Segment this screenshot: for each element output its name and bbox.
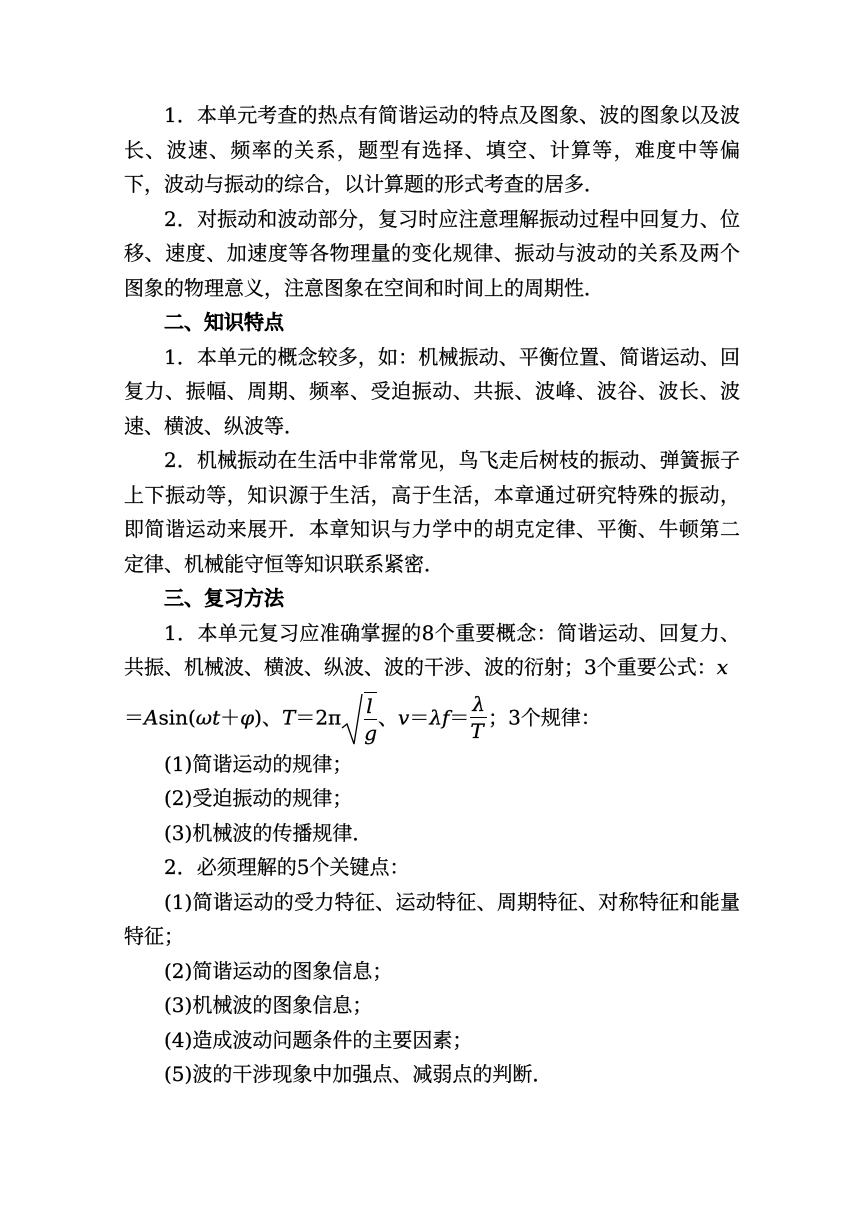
formula-omega-t: ωt bbox=[195, 705, 221, 729]
formula-x: x bbox=[716, 655, 729, 679]
key-point-item: (3)机械波的图象信息； bbox=[164, 993, 373, 1017]
document-page bbox=[124, 98, 740, 1092]
method-paragraph-1 bbox=[124, 616, 740, 685]
formula-sin: sin( bbox=[158, 705, 196, 729]
key-point-item: (1)简谐运动的受力特征、运动特征、周期特征、对称特征和能量特征； bbox=[124, 889, 740, 948]
key-point-item: (2)简谐运动的图象信息； bbox=[164, 958, 393, 983]
formula-equals-2: ＝ bbox=[409, 705, 430, 729]
formula-frequency: f bbox=[442, 705, 450, 729]
method-paragraph-2: 2．必须理解的5个关键点： bbox=[164, 855, 410, 879]
formula-lambda-numerator: λ bbox=[472, 691, 486, 716]
key-point-item: (5)波的干涉现象中加强点、减弱点的判断． bbox=[164, 1062, 553, 1086]
formula-period-denominator: T bbox=[470, 718, 484, 743]
rule-item: (1)简谐运动的规律； bbox=[164, 751, 353, 776]
formula-separator: 、 bbox=[378, 705, 399, 729]
formula-gravity: g bbox=[364, 720, 378, 745]
knowledge-paragraph-1: 1．本单元的概念较多，如：机械振动、平衡位置、简谐运动、回复力、振幅、周期、频率、受迫振动、共振、波峰、波谷、波长、波速、横波、纵波等． bbox=[124, 344, 740, 438]
formula-tail-text: ；3个规律： bbox=[488, 705, 601, 729]
intro-paragraph-1: 1．本单元考查的热点有简谐运动的特点及图象、波的图象以及波长、波速、频率的关系，题型有选择、填空、计算等，难度中等偏下，波动与振动的综合，以计算题的形式考查的居多． bbox=[124, 103, 740, 196]
section-heading-method: 三、复习方法 bbox=[164, 586, 284, 610]
formula-phi: φ bbox=[240, 705, 255, 729]
key-point-item: (4)造成波动问题条件的主要因素； bbox=[164, 1027, 473, 1052]
rule-item: (2)受迫振动的规律； bbox=[164, 786, 353, 810]
formula-two-pi: ＝2π bbox=[295, 705, 342, 729]
method-paragraph-1-text: 1．本单元复习应准确掌握的8个重要概念：简谐运动、回复力、共振、机械波、横波、纵波、波的干涉、波的衍射；3个重要公式： bbox=[124, 620, 740, 679]
formula-line bbox=[124, 685, 740, 747]
formula-equals-3: ＝ bbox=[449, 705, 470, 729]
fraction-l-over-g bbox=[364, 692, 377, 746]
knowledge-paragraph-2: 2．机械振动在生活中非常常见，鸟飞走后树枝的振动、弹簧振子上下振动等，知识源于生活，高于生活，本章通过研究特殊的振动，即简谐运动来展开．本章知识与力学中的胡克定律、平衡、牛顿第二定律、机械能守恒等知识联系紧密． bbox=[124, 448, 740, 576]
formula-velocity: v bbox=[398, 705, 410, 729]
formula-lambda: λ bbox=[429, 705, 443, 729]
intro-paragraph-2: 2．对振动和波动部分，复习时应注意理解振动过程中回复力、位移、速度、加速度等各物理量的变化规律、振动与波动的关系及两个图象的物理意义，注意图象在空间和时间上的周期性． bbox=[124, 206, 740, 300]
section-heading-knowledge: 二、知识特点 bbox=[164, 310, 284, 334]
square-root-icon bbox=[341, 686, 378, 748]
formula-period: T bbox=[281, 705, 296, 729]
fraction-lambda-over-t bbox=[470, 691, 487, 744]
rule-item: (3)机械波的传播规律． bbox=[164, 820, 373, 845]
formula-length: l bbox=[366, 693, 373, 718]
formula-amplitude: A bbox=[144, 705, 159, 729]
formula-close: )、 bbox=[254, 705, 282, 729]
formula-plus: ＋ bbox=[220, 705, 241, 729]
formula-equals: ＝ bbox=[124, 705, 144, 729]
